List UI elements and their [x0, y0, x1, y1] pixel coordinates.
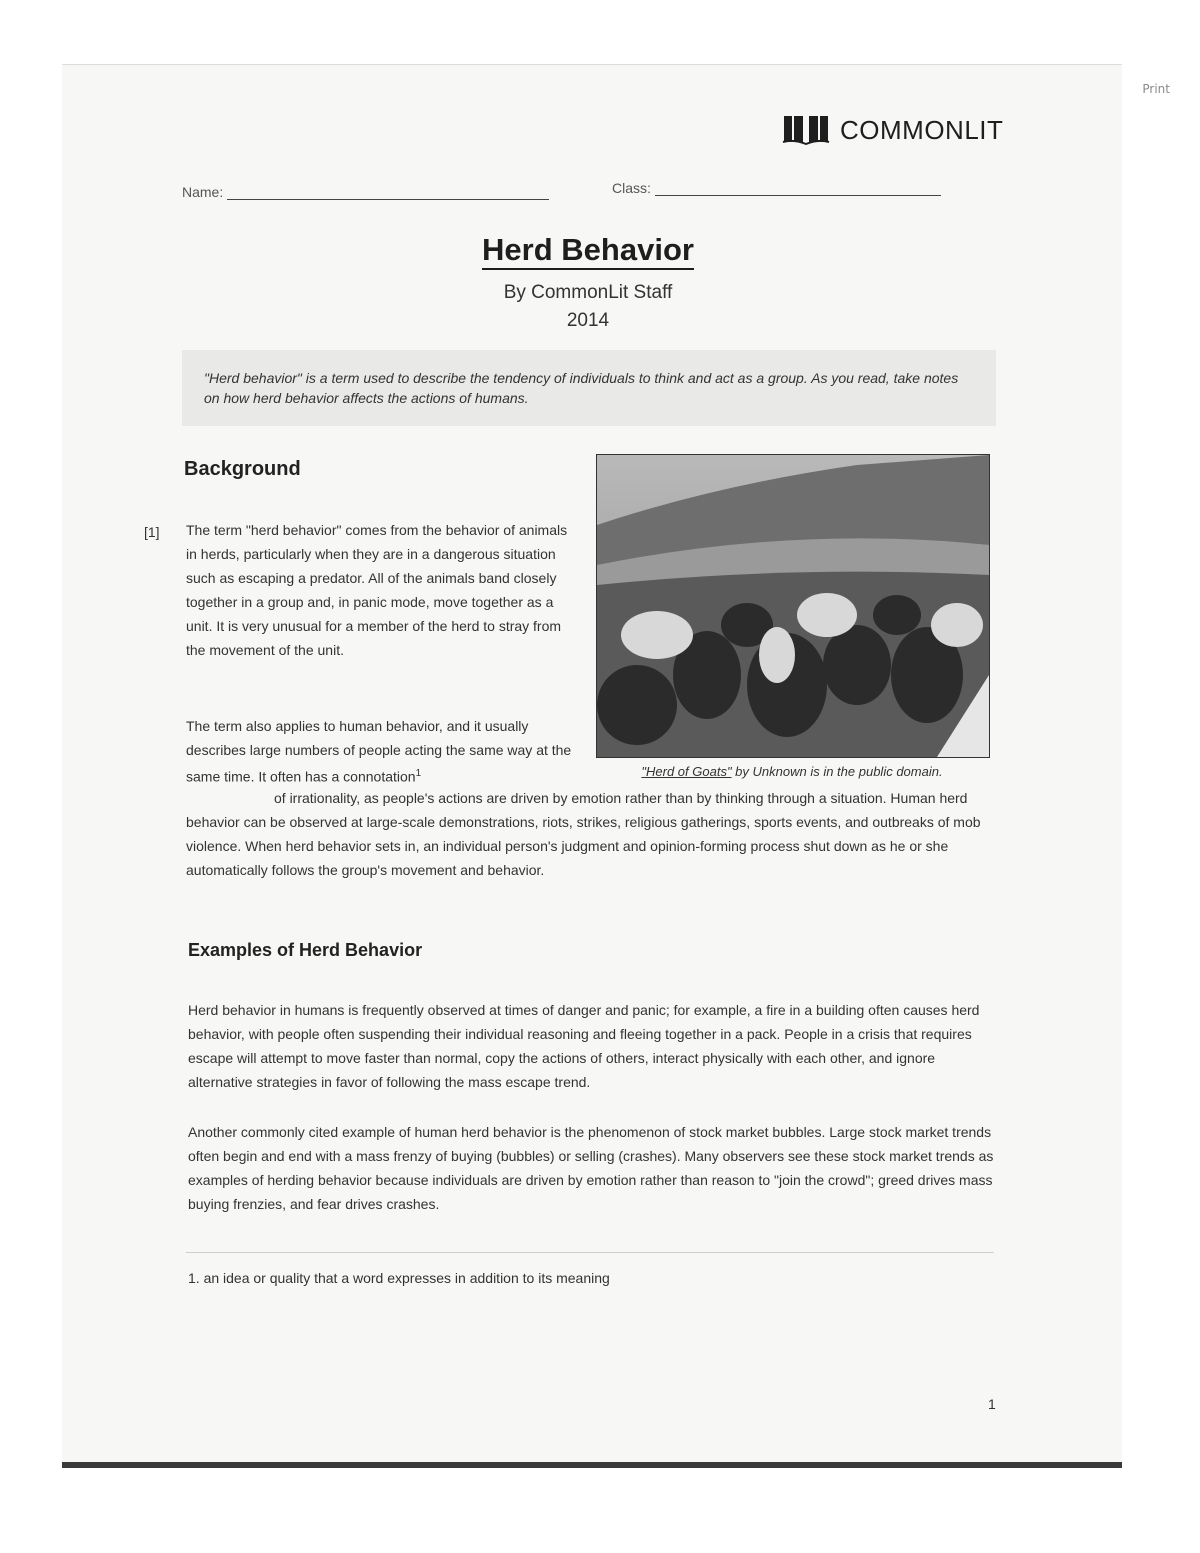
page-title: Herd Behavior [0, 232, 1176, 268]
goats-photo [596, 454, 990, 758]
byline: By CommonLit Staff [503, 282, 673, 303]
name-line[interactable] [227, 185, 549, 200]
name-label: Name: [182, 184, 224, 200]
paragraph-number: [1] [144, 524, 160, 540]
commonlit-logo [782, 112, 1003, 148]
page-number: 1 [988, 1396, 996, 1412]
image-source-link[interactable]: "Herd of Goats" [641, 764, 732, 779]
footnote-divider [186, 1252, 994, 1253]
intro-text: "Herd behavior" is a term used to describe the tendency of individuals to think and act as a group. As you read, take notes on how herd behavior affects the actions of humans. [204, 370, 959, 406]
image-caption: "Herd of Goats" by Unknown is in the public domain. [641, 764, 943, 779]
background-paragraph-2-start: The term also applies to human behavior, and it usually describes large numbers of people acting the same way at the same time. It often has a connotation$^1$ [186, 718, 572, 785]
book-icon [782, 113, 830, 147]
examples-paragraph-2: Another commonly cited example of human herd behavior is the phenomenon of stock market bubbles. Large stock market trends often begin and end with a mass frenzy of buying (bubbles) or selling (crashes). Many observers see these stock market trends as examples of herding behavior because individuals are driven by emotion rather than reason to "join the crowd"; greed drives mass buying frenzies, and fear drives crashes. [188, 1124, 994, 1212]
intro-box [182, 350, 996, 426]
class-label: Class: [612, 180, 651, 196]
class-field[interactable] [612, 180, 941, 196]
print-link[interactable]: Print [1142, 82, 1170, 96]
name-field[interactable] [182, 184, 549, 200]
footnote-ref[interactable]: 1 [415, 768, 422, 779]
examples-paragraph-1: Herd behavior in humans is frequently observed at times of danger and panic; for example, a fire in a building often causes herd behavior, with people often suspending their individual reasoning and fleeing together in a pack. People in a crisis that requires escape will attempt to move faster than normal, copy the actions of others, interact physically with each other, and ignore alternative strategies in favor of following the mass escape trend. [188, 1002, 980, 1090]
background-heading: Background [184, 458, 301, 480]
background-paragraph-1: The term "herd behavior" comes from the behavior of animals in herds, particularly when they are in a dangerous situation such as escaping a predator. All of the animals band closely together in a group and, in panic mode, move together as a unit. It is very unusual for a member of the herd to stray from the movement of the unit. [186, 522, 568, 658]
page-edge [62, 1462, 1122, 1468]
class-line[interactable] [655, 181, 941, 196]
examples-heading: Examples of Herd Behavior [188, 940, 423, 960]
publication-year: 2014 [566, 310, 610, 331]
footnote: 1. an idea or quality that a word expresses in addition to its meaning [188, 1270, 610, 1286]
background-paragraph-2-end: of irrationality, as people's actions are driven by emotion rather than by thinking through a situation. Human herd behavior can be observed at large-scale demonstrations, riots, strikes, religious gatherings, sports events, and outbreaks of mob violence. When herd behavior sets in, an individual person's judgment and opinion-forming process shut down as he or she automatically follows the group's movement and behavior. [186, 790, 981, 878]
brand-name: COMMONLIT [840, 114, 1004, 145]
goat-herd-image [597, 455, 989, 757]
